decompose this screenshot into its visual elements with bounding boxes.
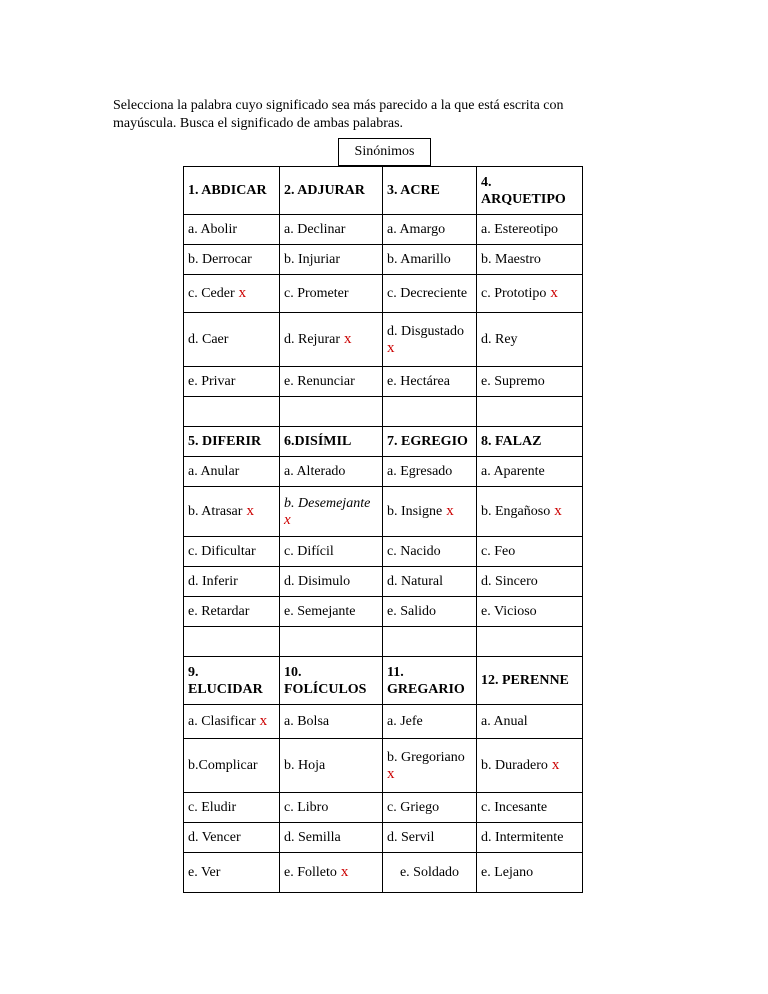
option-cell: d. Vencer <box>184 823 280 853</box>
table-title <box>338 138 431 166</box>
option-row <box>184 367 583 397</box>
option-cell <box>477 275 583 313</box>
option-text: b. Desemejante <box>284 495 371 511</box>
answer-mark: x <box>550 285 558 301</box>
option-cell: a. Estereotipo <box>477 215 583 245</box>
option-cell: a. Jefe <box>383 705 477 739</box>
instructions <box>113 97 633 133</box>
header-row <box>184 167 583 215</box>
option-cell: e. Soldado <box>383 853 477 893</box>
instructions-line-2: mayúscula. Busca el significado de ambas palabras. <box>113 116 404 131</box>
option-cell: c. Libro <box>280 793 383 823</box>
spacer-row <box>184 397 583 427</box>
answer-mark: x <box>387 765 395 782</box>
option-cell: d. Servil <box>383 823 477 853</box>
option-cell: a. Abolir <box>184 215 280 245</box>
option-cell: e. Semejante <box>280 597 383 627</box>
option-cell: e. Ver <box>184 853 280 893</box>
option-cell <box>280 313 383 367</box>
empty-cell <box>383 397 477 427</box>
option-cell: e. Renunciar <box>280 367 383 397</box>
option-row <box>184 537 583 567</box>
option-cell <box>477 487 583 537</box>
option-cell: b. Injuriar <box>280 245 383 275</box>
option-cell: c. Feo <box>477 537 583 567</box>
word-header: 7. EGREGIO <box>383 427 477 457</box>
empty-cell <box>184 627 280 657</box>
option-cell: b. Maestro <box>477 245 583 275</box>
option-cell: c. Griego <box>383 793 477 823</box>
option-cell: a. Aparente <box>477 457 583 487</box>
word-header: 3. ACRE <box>383 167 477 215</box>
option-cell <box>184 705 280 739</box>
option-cell: c. Difícil <box>280 537 383 567</box>
header-row <box>184 657 583 705</box>
option-cell: a. Declinar <box>280 215 383 245</box>
answer-mark: x <box>284 511 291 528</box>
option-cell: a. Anual <box>477 705 583 739</box>
option-text: b. Insigne <box>387 504 443 519</box>
option-text: d. Disgustado <box>387 323 464 339</box>
option-cell: d. Inferir <box>184 567 280 597</box>
empty-cell <box>280 397 383 427</box>
option-row <box>184 853 583 893</box>
option-cell: b. Amarillo <box>383 245 477 275</box>
option-cell: a. Anular <box>184 457 280 487</box>
word-header: 2. ADJURAR <box>280 167 383 215</box>
option-cell: b. Hoja <box>280 739 383 793</box>
empty-cell <box>280 627 383 657</box>
instructions-line-1: Selecciona la palabra cuyo significado sea más parecido a la que está escrita con <box>113 98 564 113</box>
option-text: b. Atrasar <box>188 504 243 519</box>
option-cell: a. Egresado <box>383 457 477 487</box>
option-row <box>184 457 583 487</box>
option-row <box>184 793 583 823</box>
option-cell: d. Disimulo <box>280 567 383 597</box>
option-cell <box>477 739 583 793</box>
answer-mark: x <box>246 503 254 519</box>
option-cell <box>184 275 280 313</box>
option-cell <box>280 487 383 537</box>
word-header: 11. GREGARIO <box>383 657 477 705</box>
option-row <box>184 313 583 367</box>
option-cell: d. Natural <box>383 567 477 597</box>
option-cell: d. Rey <box>477 313 583 367</box>
option-cell: e. Lejano <box>477 853 583 893</box>
option-cell: e. Vicioso <box>477 597 583 627</box>
empty-cell <box>477 397 583 427</box>
option-cell: e. Salido <box>383 597 477 627</box>
option-row <box>184 275 583 313</box>
option-row <box>184 487 583 537</box>
option-text: b. Duradero <box>481 758 548 773</box>
option-text: b. Engañoso <box>481 504 551 519</box>
option-cell: c. Incesante <box>477 793 583 823</box>
table-title-text: Sinónimos <box>354 144 415 159</box>
word-header: 9. ELUCIDAR <box>184 657 280 705</box>
option-cell: b.Complicar <box>184 739 280 793</box>
answer-mark: x <box>387 339 395 356</box>
option-row <box>184 597 583 627</box>
option-text: b. Gregoriano <box>387 749 465 765</box>
option-cell: d. Intermitente <box>477 823 583 853</box>
option-cell <box>383 313 477 367</box>
header-row <box>184 427 583 457</box>
word-header: 8. FALAZ <box>477 427 583 457</box>
option-row <box>184 705 583 739</box>
option-text: d. Rejurar <box>284 332 340 347</box>
empty-cell <box>383 627 477 657</box>
option-cell <box>383 487 477 537</box>
option-cell: c. Eludir <box>184 793 280 823</box>
answer-mark: x <box>446 503 454 519</box>
word-header: 4. ARQUETIPO <box>477 167 583 215</box>
option-cell: a. Alterado <box>280 457 383 487</box>
word-header: 1. ABDICAR <box>184 167 280 215</box>
option-cell: e. Supremo <box>477 367 583 397</box>
option-cell: e. Hectárea <box>383 367 477 397</box>
option-cell: d. Sincero <box>477 567 583 597</box>
option-text: a. Clasificar <box>188 714 256 729</box>
word-header: 12. PERENNE <box>477 657 583 705</box>
option-cell: c. Nacido <box>383 537 477 567</box>
option-row <box>184 245 583 275</box>
option-row <box>184 215 583 245</box>
option-cell <box>184 487 280 537</box>
word-header: 10. FOLÍCULOS <box>280 657 383 705</box>
option-cell: b. Derrocar <box>184 245 280 275</box>
word-header: 6.DISÍMIL <box>280 427 383 457</box>
answer-mark: x <box>259 713 268 729</box>
option-cell: d. Caer <box>184 313 280 367</box>
option-row <box>184 823 583 853</box>
option-cell: c. Decreciente <box>383 275 477 313</box>
option-cell <box>383 739 477 793</box>
option-cell: a. Amargo <box>383 215 477 245</box>
option-text: c. Prototipo <box>481 286 547 301</box>
option-cell: c. Prometer <box>280 275 383 313</box>
option-cell: a. Bolsa <box>280 705 383 739</box>
option-text: e. Folleto <box>284 865 337 880</box>
option-cell <box>280 853 383 893</box>
empty-cell <box>184 397 280 427</box>
option-row <box>184 739 583 793</box>
option-cell: c. Dificultar <box>184 537 280 567</box>
answer-mark: x <box>340 864 349 880</box>
answer-mark: x <box>551 757 560 773</box>
answer-mark: x <box>343 331 352 347</box>
empty-cell <box>477 627 583 657</box>
answer-mark: x <box>238 285 247 301</box>
synonyms-table <box>183 166 583 893</box>
option-cell: d. Semilla <box>280 823 383 853</box>
spacer-row <box>184 627 583 657</box>
word-header: 5. DIFERIR <box>184 427 280 457</box>
option-row <box>184 567 583 597</box>
answer-mark: x <box>554 503 562 519</box>
option-cell: e. Retardar <box>184 597 280 627</box>
option-text: c. Ceder <box>188 286 235 301</box>
option-cell: e. Privar <box>184 367 280 397</box>
